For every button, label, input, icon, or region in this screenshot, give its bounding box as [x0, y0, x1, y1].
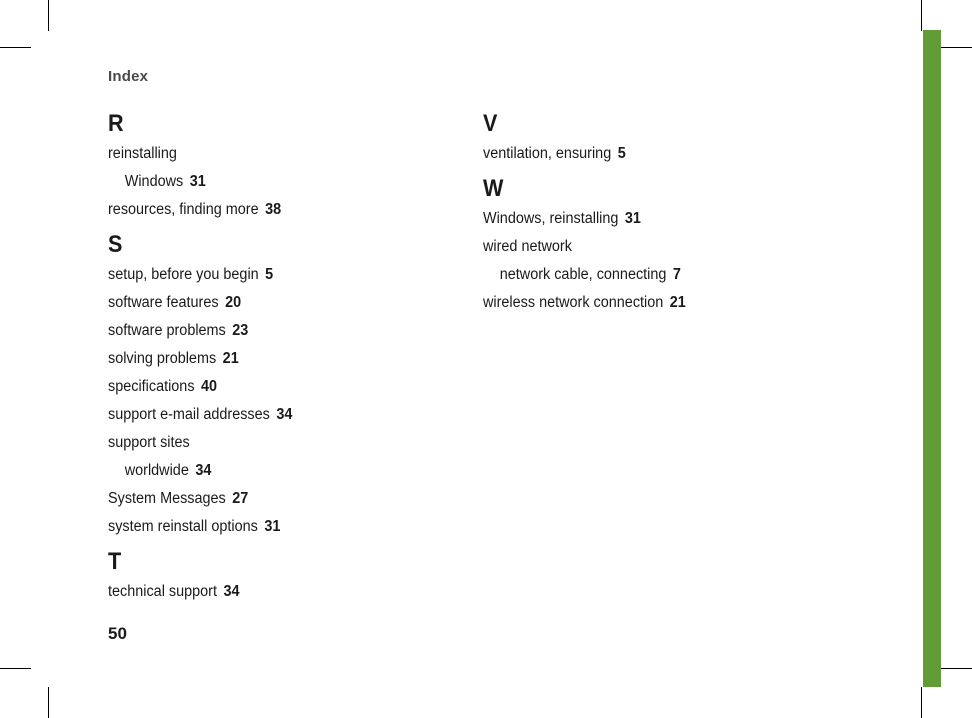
crop-mark-top-right	[921, 0, 922, 31]
index-entry-text: solving problems	[108, 350, 217, 367]
crop-mark-top-left	[48, 0, 49, 31]
index-entry-text: wired network	[483, 238, 572, 255]
index-page-ref[interactable]: 5	[617, 145, 626, 162]
index-page-ref[interactable]: 34	[276, 406, 293, 423]
index-page-ref[interactable]: 5	[265, 266, 274, 283]
index-entry	[108, 373, 415, 401]
chapter-tab	[923, 30, 941, 687]
index-entry-text: Windows, reinstalling	[483, 210, 619, 227]
index-letter-heading: S	[108, 231, 123, 258]
index-entry	[108, 401, 415, 429]
index-page-ref[interactable]: 34	[195, 462, 212, 479]
crop-mark-left-top	[0, 47, 31, 48]
index-entry-text: System Messages	[108, 490, 226, 507]
index-page-ref[interactable]: 31	[189, 173, 206, 190]
index-entry-text: network cable, connecting	[499, 266, 667, 283]
index-page-ref[interactable]: 27	[232, 490, 249, 507]
index-page-ref[interactable]: 7	[672, 266, 681, 283]
index-entry	[483, 289, 790, 317]
index-entry-text: technical support	[108, 583, 217, 600]
index-entry	[108, 345, 415, 373]
index-entry-text: support sites	[108, 434, 190, 451]
index-entry	[108, 513, 415, 541]
index-page-ref[interactable]: 34	[223, 583, 240, 600]
index-page-ref[interactable]: 21	[669, 294, 686, 311]
index-entry-text: software features	[108, 294, 219, 311]
index-page-ref[interactable]: 31	[624, 210, 641, 227]
index-page-ref[interactable]: 21	[222, 350, 239, 367]
index-letter-heading: R	[108, 110, 124, 137]
index-entry	[108, 317, 415, 345]
index-entry-text: setup, before you begin	[108, 266, 259, 283]
index-page-ref[interactable]: 20	[225, 294, 242, 311]
index-entry	[483, 140, 790, 168]
index-entry	[108, 140, 415, 168]
crop-mark-left-bottom	[0, 668, 31, 669]
index-page-ref[interactable]: 40	[201, 378, 218, 395]
running-head: Index	[108, 68, 149, 85]
index-subentry	[483, 261, 790, 289]
index-page-ref[interactable]: 23	[232, 322, 249, 339]
index-letter-heading: W	[483, 175, 504, 202]
index-entry-text: ventilation, ensuring	[483, 145, 612, 162]
index-entry-text: specifications	[108, 378, 195, 395]
page-number: 50	[108, 624, 127, 643]
crop-mark-right-top	[941, 47, 972, 48]
index-entry	[108, 289, 415, 317]
index-entry-text: support e-mail addresses	[108, 406, 270, 423]
index-entry	[108, 485, 415, 513]
index-page-ref[interactable]: 31	[264, 518, 281, 535]
index-entry-text: system reinstall options	[108, 518, 258, 535]
index-entry	[108, 429, 415, 457]
index-letter-heading: T	[108, 548, 122, 575]
index-entry-text: Windows	[124, 173, 184, 190]
index-entry	[108, 196, 415, 224]
crop-mark-bottom-left	[48, 687, 49, 718]
index-letter-heading: V	[483, 110, 498, 137]
index-entry-text: wireless network connection	[483, 294, 664, 311]
index-entry	[483, 233, 790, 261]
index-entry	[108, 578, 415, 606]
index-entry-text: worldwide	[124, 462, 189, 479]
index-page-ref[interactable]: 38	[265, 201, 282, 218]
index-entry-text: resources, finding more	[108, 201, 259, 218]
crop-mark-right-bottom	[941, 668, 972, 669]
index-entry	[108, 261, 415, 289]
index-entry-text: reinstalling	[108, 145, 177, 162]
index-column-left	[108, 110, 438, 606]
index-subentry	[108, 168, 415, 196]
crop-mark-bottom-right	[921, 687, 922, 718]
index-column-right	[483, 110, 813, 317]
index-entry	[483, 205, 790, 233]
index-subentry	[108, 457, 415, 485]
index-entry-text: software problems	[108, 322, 226, 339]
